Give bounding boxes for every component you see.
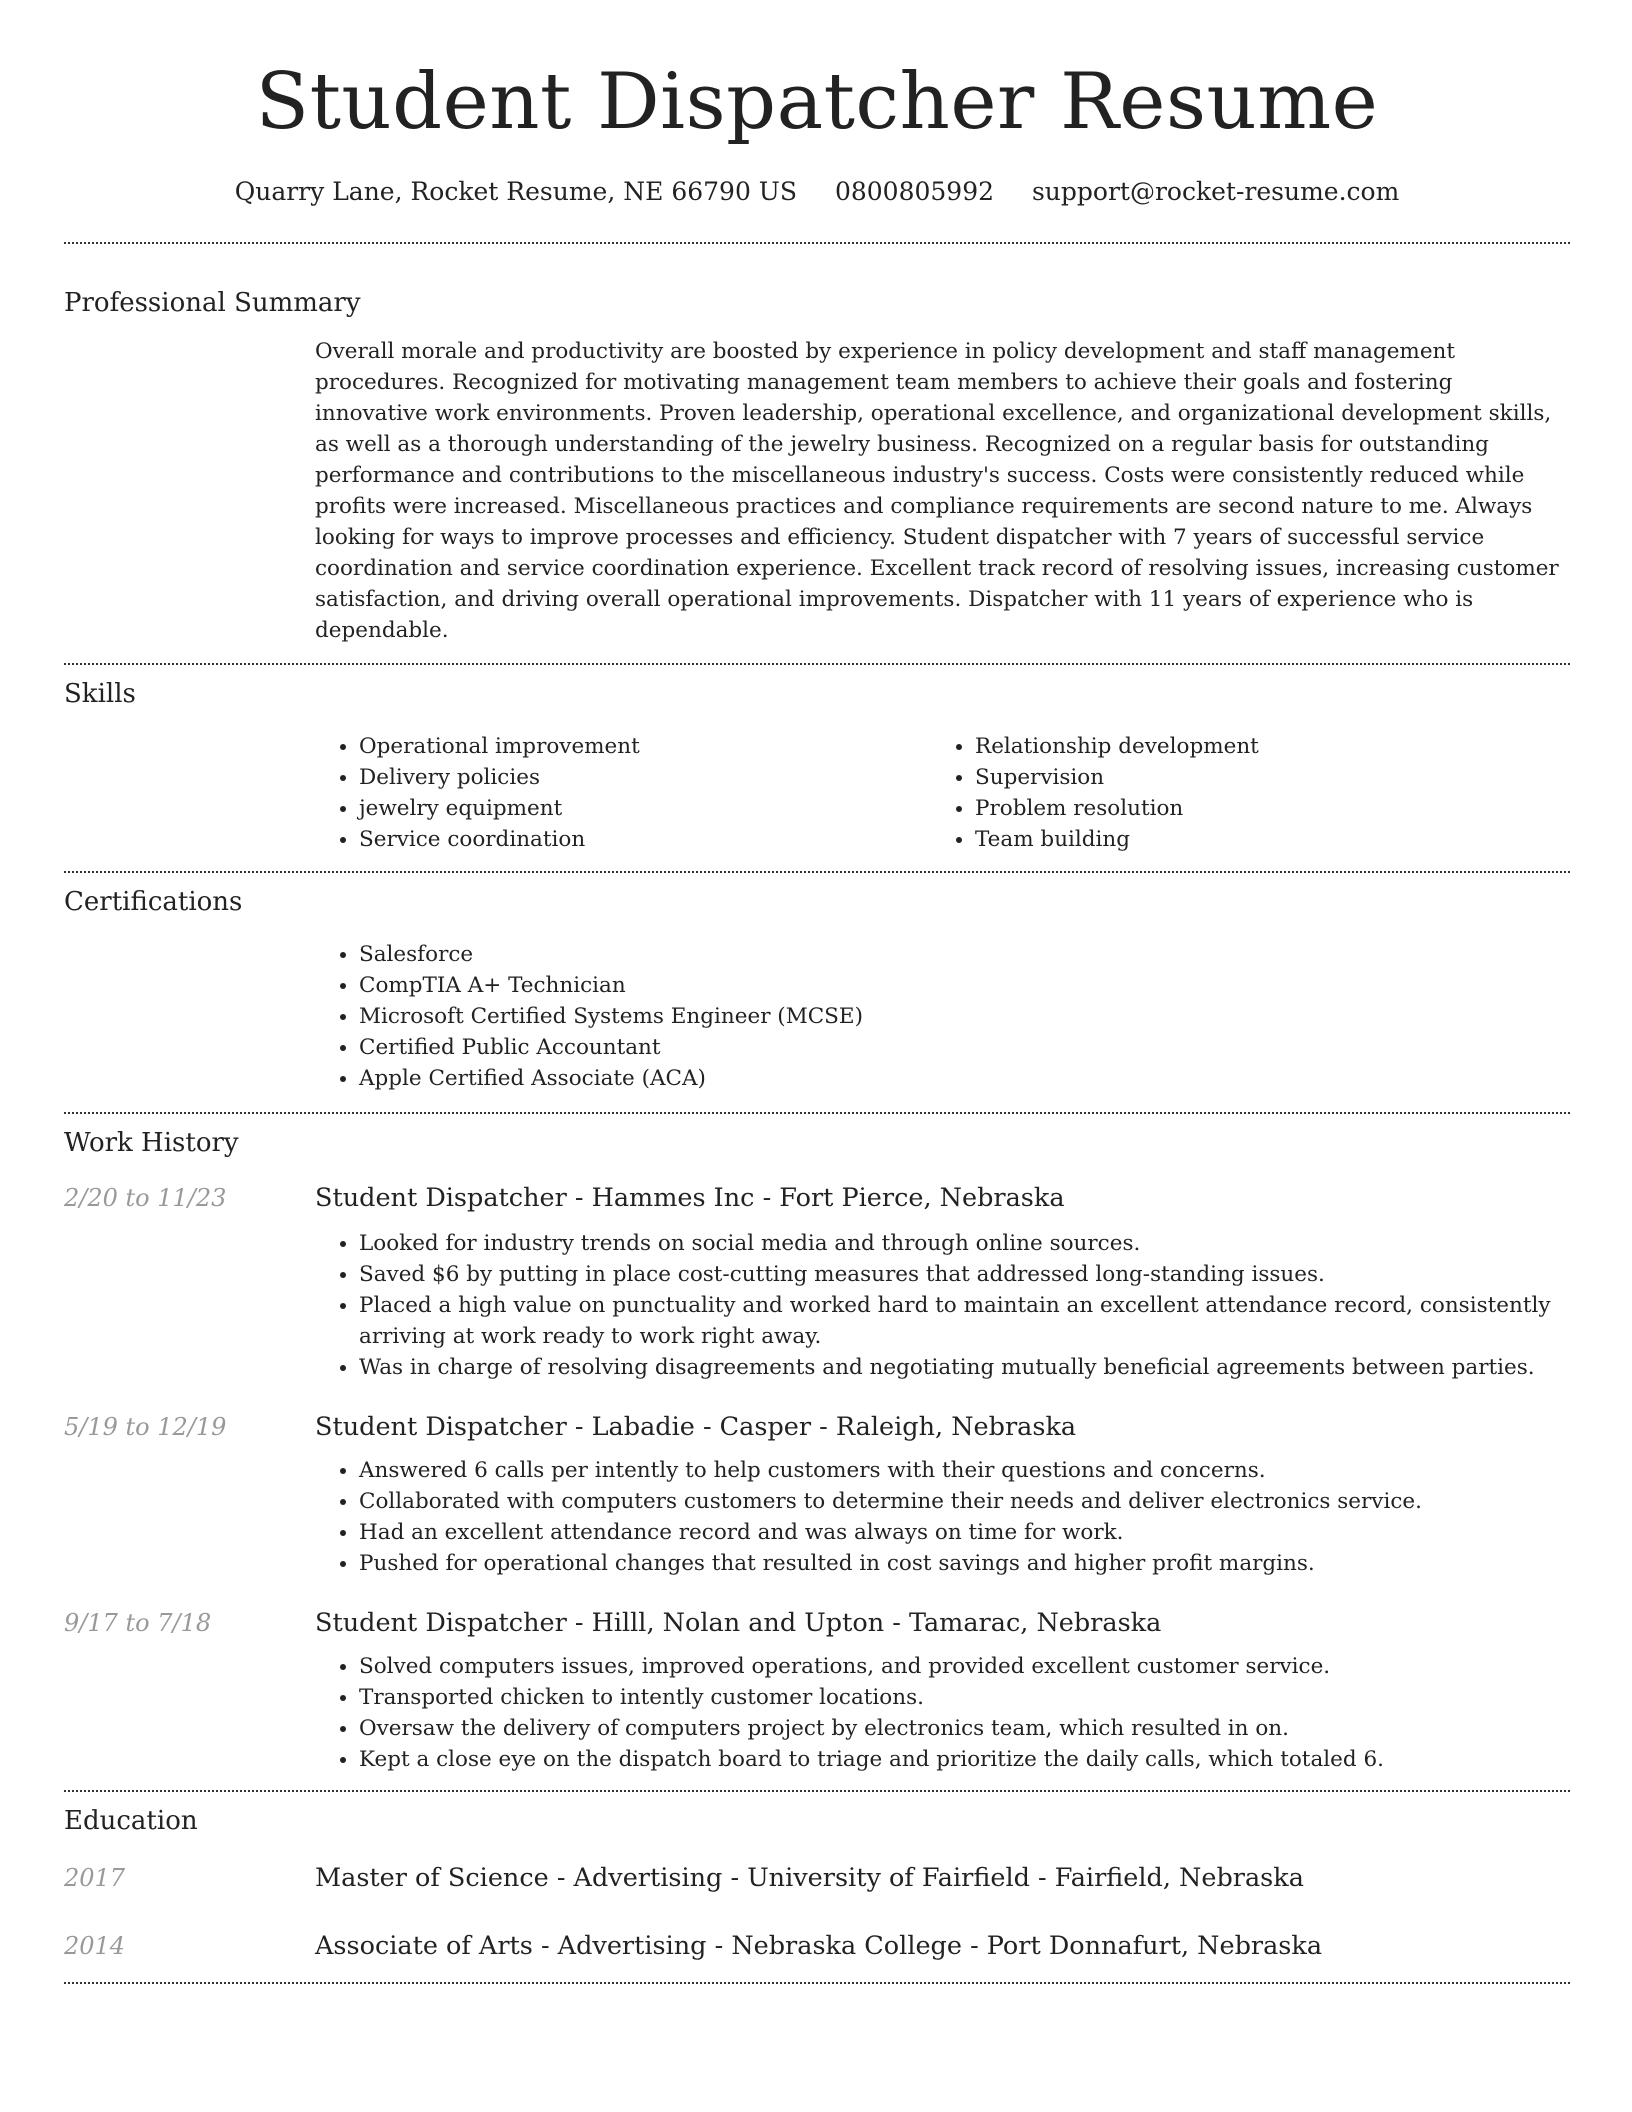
certification-item: • Microsoft Certified Systems Engineer (MCSE) [359,1001,1570,1032]
skills-list-right [931,731,1547,855]
work-heading: Work History [64,1128,239,1158]
job-entry [64,1409,1570,1579]
job-bullet: • Placed a high value on punctuality and worked hard to maintain an excellent attendance record, consistently arriving at work ready to work right away. [359,1290,1570,1352]
certification-item: • CompTIA A+ Technician [359,970,1570,1001]
contact-address: Quarry Lane, Rocket Resume, NE 66790 US [234,177,797,206]
summary-heading: Professional Summary [64,288,361,318]
resume-page [64,0,1570,1984]
certifications-heading: Certifications [64,887,243,917]
divider [64,1112,1570,1114]
summary-section [64,286,1570,646]
job-bullet: • Was in charge of resolving disagreements and negotiating mutually beneficial agreements between parties. [359,1352,1570,1383]
job-date: 5/19 to 12/19 [64,1413,227,1441]
job-header [64,1180,1570,1216]
certifications-section [64,885,1570,1094]
certifications-body [315,939,1570,1094]
skills-section [64,677,1570,855]
skill-item: • Service coordination [359,824,931,855]
skills-list-left [315,731,931,855]
education-title: Master of Science - Advertising - University of Fairfield - Fairfield, Nebraska [315,1863,1304,1893]
skill-item: • Problem resolution [975,793,1547,824]
job-header [64,1605,1570,1641]
skills-heading: Skills [64,679,136,709]
job-entry [64,1605,1570,1775]
skills-grid [315,731,1570,855]
skill-item: • Relationship development [975,731,1547,762]
job-entry [64,1180,1570,1383]
summary-text: Overall morale and productivity are boosted by experience in policy development and staff management procedures. Recognized for motivating management team members to achieve their goals and fostering innovative work environments. Proven leadership, operational excellence, and organizational development skills, as well as a thorough understanding of the jewelry business. Recognized on a regular basis for outstanding performance and contributions to the miscellaneous industry's success. Costs were consistently reduced while profits were increased. Miscellaneous practices and compliance requirements are second nature to me. Always looking for ways to improve processes and efficiency. Student dispatcher with 7 years of successful service coordination and service coordination experience. Excellent track record of resolving issues, increasing customer satisfaction, and driving overall operational improvements. Dispatcher with 11 years of experience who is dependable. [315,339,1559,643]
job-title: Student Dispatcher - Labadie - Casper - Raleigh, Nebraska [315,1412,1077,1442]
skill-item: • Supervision [975,762,1547,793]
job-bullet: • Kept a close eye on the dispatch board to triage and prioritize the daily calls, which totaled 6. [359,1744,1570,1775]
divider [64,663,1570,665]
education-heading: Education [64,1806,198,1836]
divider [64,1982,1570,1984]
education-entry [64,1860,1570,1896]
job-bullet: • Answered 6 calls per intently to help customers with their questions and concerns. [359,1455,1570,1486]
job-bullet: • Oversaw the delivery of computers project by electronics team, which resulted in on. [359,1713,1570,1744]
contact-phone: 0800805992 [834,177,995,206]
job-details [315,1228,1570,1383]
divider [64,242,1570,244]
skill-item: • Operational improvement [359,731,931,762]
job-bullet: • Pushed for operational changes that resulted in cost savings and higher profit margins. [359,1548,1570,1579]
job-bullet: • Solved computers issues, improved operations, and provided excellent customer service. [359,1651,1570,1682]
divider [64,871,1570,873]
job-bullet: • Transported chicken to intently customer locations. [359,1682,1570,1713]
job-title: Student Dispatcher - Hilll, Nolan and Upton - Tamarac, Nebraska [315,1608,1162,1638]
education-title: Associate of Arts - Advertising - Nebraska College - Port Donnafurt, Nebraska [315,1931,1323,1961]
education-entry [64,1928,1570,1964]
job-date: 9/17 to 7/18 [64,1609,212,1637]
certification-item: • Certified Public Accountant [359,1032,1570,1063]
certification-item: • Salesforce [359,939,1570,970]
certification-item: • Apple Certified Associate (ACA) [359,1063,1570,1094]
page-title: Student Dispatcher Resume [255,57,1379,147]
divider [64,1790,1570,1792]
skill-item: • Delivery policies [359,762,931,793]
skill-item: • jewelry equipment [359,793,931,824]
job-bullets [315,1228,1570,1383]
education-section [64,1804,1570,1964]
job-title: Student Dispatcher - Hammes Inc - Fort Pierce, Nebraska [315,1183,1065,1213]
job-date: 2/20 to 11/23 [64,1184,227,1212]
job-header [64,1409,1570,1445]
job-details [315,1651,1570,1775]
job-details [315,1455,1570,1579]
certifications-list [315,939,1570,1094]
job-bullets [315,1651,1570,1775]
job-bullets [315,1455,1570,1579]
job-bullet: • Saved $6 by putting in place cost-cutting measures that addressed long-standing issues. [359,1259,1570,1290]
contact-line [64,176,1570,208]
skill-item: • Team building [975,824,1547,855]
job-bullet: • Looked for industry trends on social media and through online sources. [359,1228,1570,1259]
education-date: 2017 [64,1864,126,1892]
contact-email: support@rocket-resume.com [1031,177,1400,206]
education-date: 2014 [64,1932,126,1960]
job-bullet: • Had an excellent attendance record and was always on time for work. [359,1517,1570,1548]
job-bullet: • Collaborated with computers customers to determine their needs and deliver electronics service. [359,1486,1570,1517]
work-section [64,1126,1570,1775]
